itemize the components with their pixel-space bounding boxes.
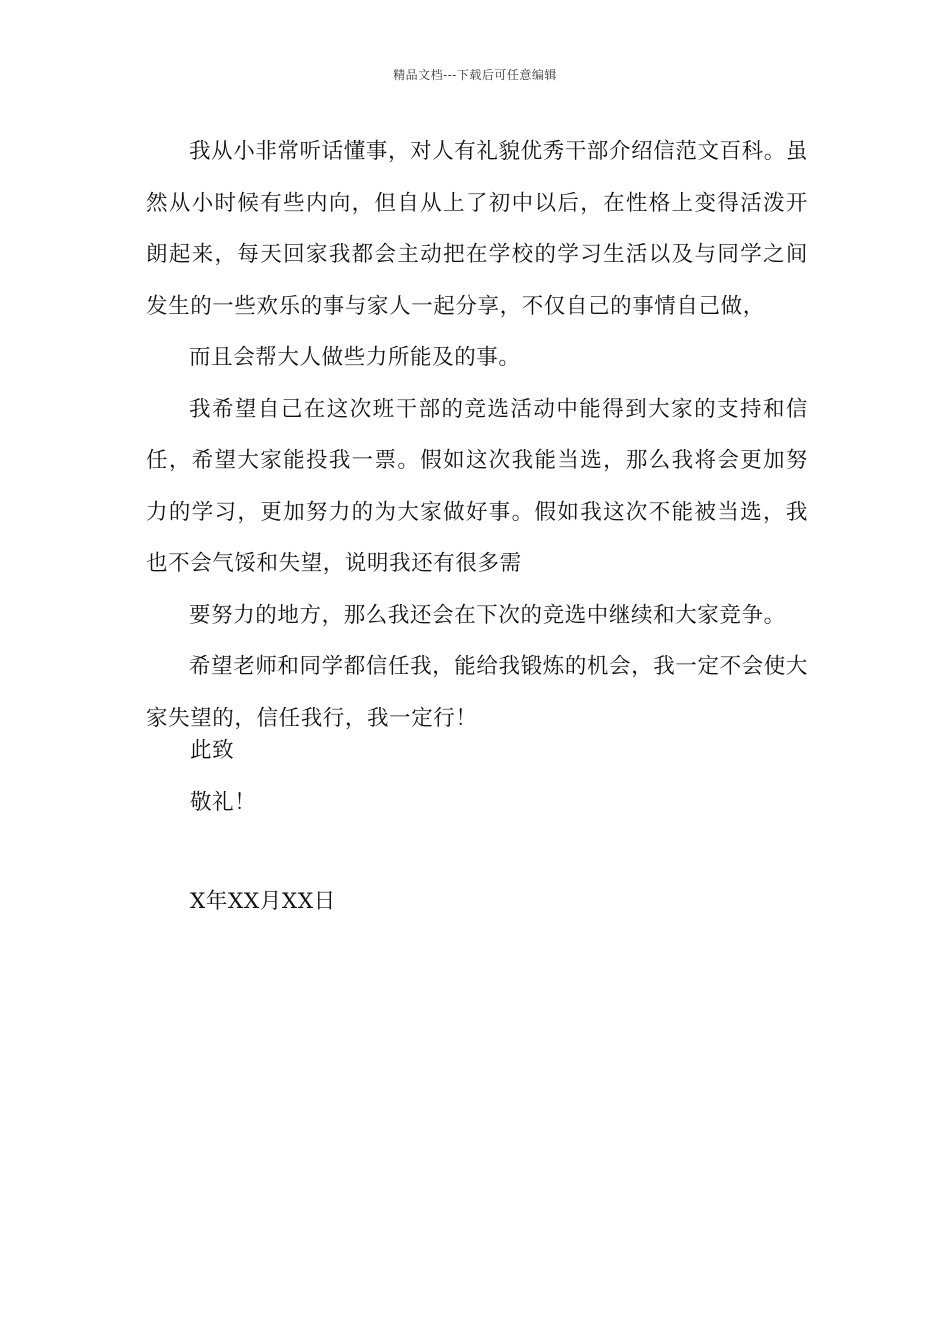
- letter-body: [146, 126, 808, 744]
- letter-date: X年XX月XX日: [190, 889, 336, 914]
- paragraph-trust: 希望老师和同学都信任我，能给我锻炼的机会，我一定不会使大家失望的，信任我行，我一定行！: [146, 654, 808, 731]
- closing-regards: 敬礼！: [190, 790, 257, 815]
- closing-salutation: 此致: [190, 738, 235, 763]
- page-header: 精品文档---下载后可任意编辑: [393, 68, 557, 82]
- paragraph-hope: 我希望自己在这次班干部的竞选活动中能得到大家的支持和信任，希望大家能投我一票。假如这次我能当选，那么我将会更加努力的学习，更加努力的为大家做好事。假如我这次不能被当选，我也不会气馁和失望，说明我还有很多需: [146, 396, 808, 576]
- paragraph-effort: 要努力的地方，那么我还会在下次的竞选中继续和大家竞争。: [189, 602, 786, 628]
- paragraph-help: 而且会帮大人做些力所能及的事。: [189, 345, 521, 370]
- paragraph-intro: 我从小非常听话懂事，对人有礼貌优秀干部介绍信范文百科。虽然从小时候有些内向，但自从上了初中以后，在性格上变得活泼开朗起来，每天回家我都会主动把在学校的学习生活以及与同学之间发生的一些欢乐的事与家人一起分享，不仅自己的事情自己做，: [146, 139, 808, 319]
